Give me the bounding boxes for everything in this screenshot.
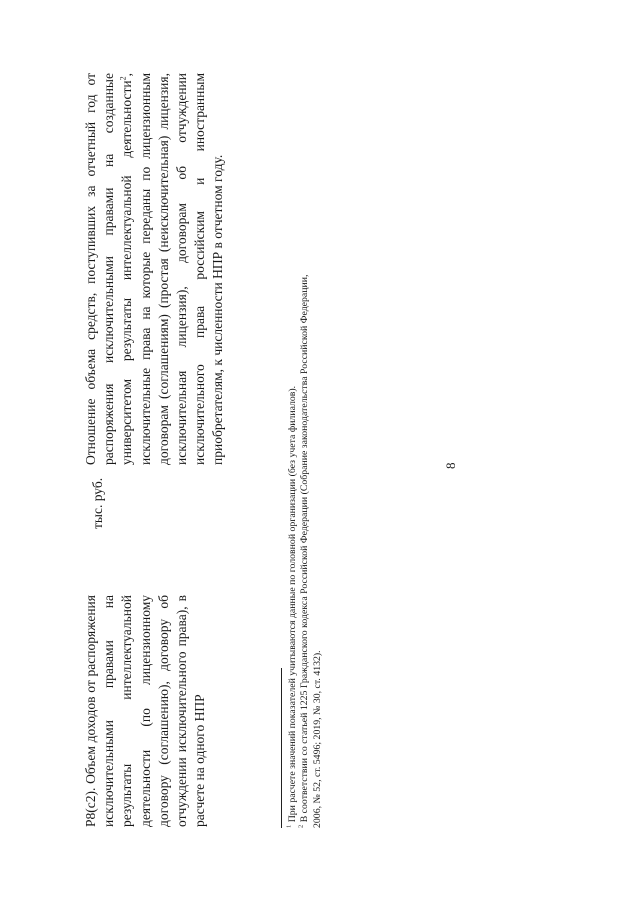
footnote-2 (299, 268, 324, 828)
footnote-number: 1 (285, 824, 293, 828)
footnote-number: 2 (298, 824, 306, 828)
indicator-formula-description (82, 73, 228, 465)
footnote-text: При расчете значений показателей учитываются данные по головной организации (без учета филиалов). (287, 385, 298, 823)
ratio-text-after: , исключительные права на которые переданы по лицензионным договорам (соглашениям) (простая (неисключительная) лицензия, исключительная лицензия), договорам об отчуждении исключительного права российским и иностранным приобретателям, к численности НПР в отчетном году. (119, 73, 226, 465)
page-number: 8 (443, 462, 458, 469)
indicator-name: Р8(с2). Объем доходов от распоряжения исключительными правами на результаты интеллектуальной деятельности (по лицензионному договору (соглашению), договору об отчуждении исключительного права), в расчете на одного НПР (83, 595, 208, 827)
ratio-text-before: Отношение объема средств, поступивших за отчетный год от распоряжения исключительными правами на созданные университетом результаты интеллектуальной деятельности (83, 73, 135, 465)
footnote-text: В соответствии со статьей 1225 Гражданского кодекса Российской Федерации (Собрание законодательства Российской Федерации, 2006, № 52, ст. 5496; 2019, № 30, ст. 4132). (299, 274, 323, 828)
footnote-separator (281, 668, 282, 828)
indicator-unit: тыс. руб. (90, 477, 105, 529)
footnote-reference: 2 (118, 76, 128, 81)
footnote-1 (287, 268, 299, 828)
footnotes (287, 268, 324, 828)
